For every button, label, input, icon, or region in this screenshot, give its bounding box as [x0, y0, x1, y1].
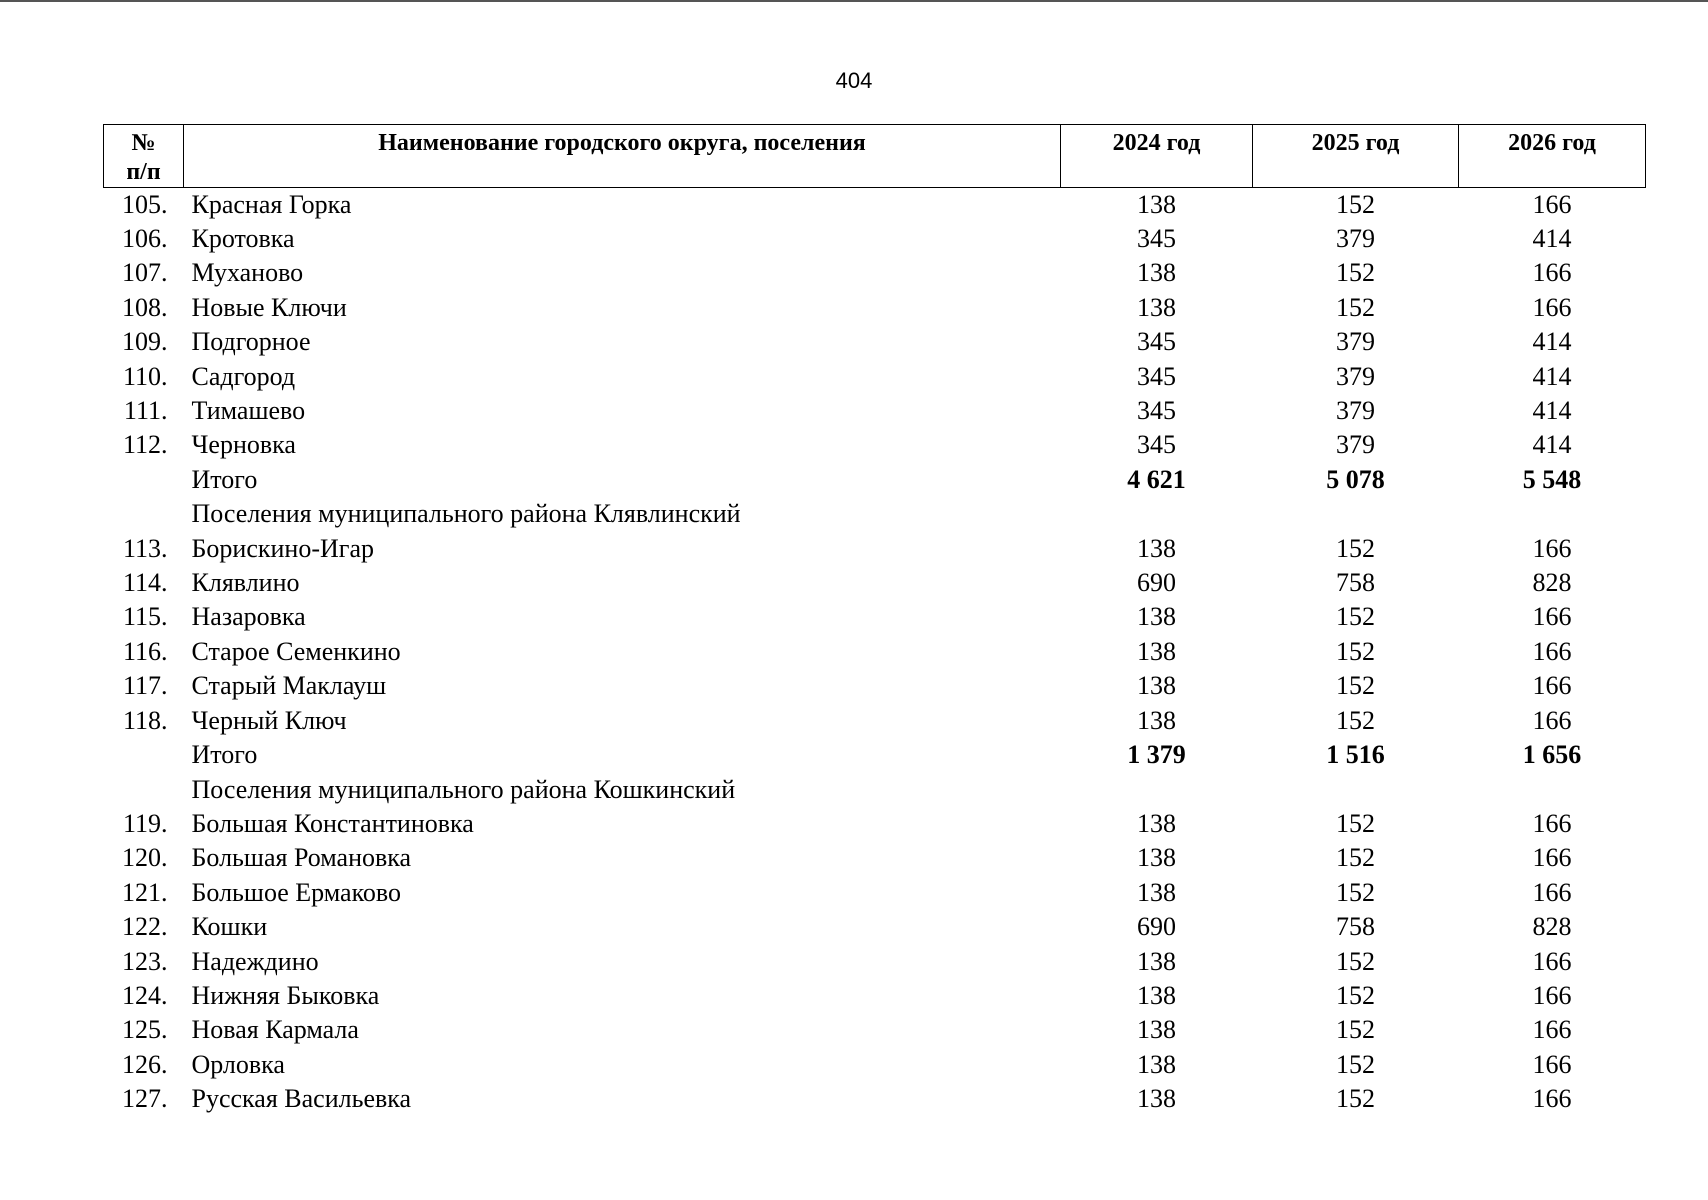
table-row	[104, 566, 1646, 600]
settlement-name: Новые Ключи	[191, 292, 347, 322]
value-2026: 166	[1532, 671, 1572, 701]
settlement-name: Большая Константиновка	[191, 808, 474, 838]
value-2025: 152	[1336, 1015, 1375, 1045]
value-2024: 138	[1137, 189, 1176, 219]
value-2026: 166	[1532, 877, 1572, 907]
table-row	[104, 704, 1646, 738]
value-2026: 166	[1532, 843, 1572, 873]
row-number: 121.	[122, 877, 168, 907]
row-number: 116.	[122, 636, 168, 666]
value-2026: 166	[1532, 533, 1572, 563]
value-2026	[1459, 497, 1646, 531]
value-2024: 345	[1137, 396, 1176, 426]
value-2026: 166	[1532, 980, 1572, 1010]
row-number: 118.	[122, 705, 168, 735]
settlement-name: Тимашево	[191, 396, 306, 426]
value-2024: 345	[1137, 361, 1176, 391]
value-2026: 414	[1532, 430, 1572, 460]
row-number	[104, 497, 184, 531]
value-2024: 138	[1137, 877, 1176, 907]
table-row	[104, 807, 1646, 841]
section-title: Поселения муниципального района Кошкинский	[191, 774, 736, 804]
value-2024	[1061, 497, 1253, 531]
table-row	[104, 291, 1646, 325]
table-row	[104, 841, 1646, 875]
value-2024: 690	[1137, 568, 1176, 598]
settlement-name: Черновка	[191, 430, 296, 460]
value-2024: 138	[1137, 1049, 1176, 1079]
value-2024: 4 621	[1127, 464, 1186, 494]
row-number: 108.	[122, 292, 168, 322]
value-2024: 138	[1137, 808, 1176, 838]
value-2024: 138	[1137, 1084, 1176, 1114]
settlement-name: Большое Ермаково	[191, 877, 402, 907]
total-label: Итого	[191, 464, 258, 494]
row-number: 107.	[122, 258, 168, 288]
settlement-name: Кошки	[191, 912, 268, 942]
settlement-name: Старый Маклауш	[191, 671, 387, 701]
value-2024: 138	[1137, 602, 1176, 632]
row-number: 126.	[122, 1049, 168, 1079]
value-2025: 379	[1336, 396, 1375, 426]
settlement-name: Старое Семенкино	[191, 636, 401, 666]
value-2024: 138	[1137, 636, 1176, 666]
value-2025: 152	[1336, 533, 1375, 563]
settlement-name: Орловка	[191, 1049, 285, 1079]
value-2026: 166	[1532, 636, 1572, 666]
value-2024: 345	[1137, 430, 1176, 460]
top-rule	[0, 0, 1708, 2]
value-2024: 138	[1137, 258, 1176, 288]
settlement-name: Надеждино	[191, 946, 319, 976]
row-number: 106.	[122, 224, 168, 253]
value-2026: 414	[1532, 327, 1572, 357]
table-row	[104, 360, 1646, 394]
value-2025: 152	[1336, 671, 1375, 701]
row-number: 117.	[122, 671, 168, 701]
settlement-name: Подгорное	[191, 327, 311, 357]
value-2024: 1 379	[1127, 740, 1186, 770]
value-2025: 379	[1336, 224, 1375, 253]
allocation-table	[103, 124, 1646, 1117]
row-number: 127.	[122, 1084, 168, 1114]
total-label: Итого	[191, 740, 258, 770]
settlement-name: Борискино-Игар	[191, 533, 374, 563]
value-2024: 345	[1137, 224, 1176, 253]
value-2026: 166	[1532, 705, 1572, 735]
value-2026: 166	[1532, 1015, 1572, 1045]
table-row	[104, 876, 1646, 910]
settlement-name: Русская Васильевка	[191, 1084, 412, 1114]
row-number: 120.	[122, 843, 168, 873]
value-2026: 166	[1532, 602, 1572, 632]
header-2026: 2026 год	[1459, 125, 1646, 188]
table-row	[104, 1048, 1646, 1082]
settlement-name: Нижняя Быковка	[191, 980, 380, 1010]
header-2025: 2025 год	[1253, 125, 1459, 188]
value-2024: 138	[1137, 292, 1176, 322]
row-number: 112.	[122, 430, 168, 460]
value-2024: 138	[1137, 671, 1176, 701]
settlement-name: Кротовка	[191, 224, 295, 253]
section-title: Поселения муниципального района Клявлинский	[191, 499, 741, 529]
value-2026: 414	[1532, 224, 1572, 253]
value-2026: 166	[1532, 292, 1572, 322]
value-2025: 758	[1336, 568, 1375, 598]
row-number: 105.	[122, 189, 168, 219]
value-2024: 138	[1137, 705, 1176, 735]
row-number	[104, 773, 184, 807]
table-row	[104, 532, 1646, 566]
value-2025: 758	[1336, 912, 1375, 942]
value-2025: 152	[1336, 877, 1375, 907]
table-row	[104, 910, 1646, 944]
row-number: 111.	[123, 396, 168, 426]
row-number: 122.	[122, 912, 168, 942]
value-2026: 166	[1532, 1084, 1572, 1114]
value-2025: 152	[1336, 189, 1375, 219]
value-2025: 379	[1336, 361, 1375, 391]
row-number: 110.	[122, 361, 168, 391]
value-2026: 166	[1532, 258, 1572, 288]
total-row	[104, 463, 1646, 497]
settlement-name: Клявлино	[191, 568, 300, 598]
value-2025: 379	[1336, 327, 1375, 357]
table-row	[104, 256, 1646, 290]
table-row	[104, 635, 1646, 669]
row-number	[104, 463, 184, 497]
value-2025: 152	[1336, 636, 1375, 666]
value-2026: 166	[1532, 1049, 1572, 1079]
value-2024: 138	[1137, 1015, 1176, 1045]
value-2025: 152	[1336, 1084, 1375, 1114]
settlement-name: Красная Горка	[191, 189, 352, 219]
value-2025: 152	[1336, 946, 1375, 976]
table-row	[104, 394, 1646, 428]
table-row	[104, 222, 1646, 256]
section-row	[104, 773, 1646, 807]
table-row	[104, 428, 1646, 462]
settlement-name: Муханово	[191, 258, 304, 288]
value-2025: 152	[1336, 808, 1375, 838]
value-2024	[1061, 773, 1253, 807]
table-body	[104, 187, 1646, 1116]
page-number: 404	[835, 68, 873, 93]
row-number: 113.	[122, 533, 168, 563]
row-number: 125.	[122, 1015, 168, 1045]
header-2024: 2024 год	[1061, 125, 1253, 188]
value-2024: 345	[1137, 327, 1176, 357]
settlement-name: Садгород	[191, 361, 296, 391]
row-number: 109.	[122, 327, 168, 357]
table-row	[104, 187, 1646, 222]
value-2026: 414	[1532, 396, 1572, 426]
row-number	[104, 738, 184, 772]
total-row	[104, 738, 1646, 772]
value-2025: 152	[1336, 843, 1375, 873]
value-2025: 152	[1336, 1049, 1375, 1079]
row-number: 114.	[122, 568, 168, 598]
value-2026: 166	[1532, 808, 1572, 838]
value-2026: 414	[1532, 361, 1572, 391]
section-row	[104, 497, 1646, 531]
value-2024: 690	[1137, 912, 1176, 942]
value-2026: 828	[1532, 912, 1572, 942]
table-row	[104, 1082, 1646, 1116]
table-row	[104, 325, 1646, 359]
value-2025	[1253, 773, 1459, 807]
settlement-name: Новая Кармала	[191, 1015, 359, 1045]
settlement-name: Большая Романовка	[191, 843, 412, 873]
value-2025: 152	[1336, 980, 1375, 1010]
row-number: 119.	[122, 808, 168, 838]
header-name: Наименование городского округа, поселения	[184, 125, 1061, 188]
settlement-name: Назаровка	[191, 602, 306, 632]
table-row	[104, 669, 1646, 703]
value-2024: 138	[1137, 533, 1176, 563]
value-2025: 5 078	[1326, 464, 1385, 494]
value-2025: 379	[1336, 430, 1375, 460]
table-row	[104, 1013, 1646, 1047]
value-2025	[1253, 497, 1459, 531]
value-2026	[1459, 773, 1646, 807]
value-2026: 166	[1532, 189, 1572, 219]
value-2024: 138	[1137, 843, 1176, 873]
row-number: 115.	[122, 602, 168, 632]
value-2025: 152	[1336, 292, 1375, 322]
value-2024: 138	[1137, 980, 1176, 1010]
header-number: № п/п	[104, 125, 184, 188]
table-row	[104, 600, 1646, 634]
table-row	[104, 979, 1646, 1013]
settlement-name: Черный Ключ	[191, 705, 347, 735]
value-2025: 152	[1336, 705, 1375, 735]
value-2026: 828	[1532, 568, 1572, 598]
row-number: 124.	[122, 980, 168, 1010]
value-2025: 152	[1336, 602, 1375, 632]
value-2026: 166	[1532, 946, 1572, 976]
table-row	[104, 945, 1646, 979]
row-number: 123.	[122, 946, 168, 976]
value-2025: 1 516	[1326, 740, 1385, 770]
value-2026: 5 548	[1522, 464, 1582, 494]
value-2025: 152	[1336, 258, 1375, 288]
value-2024: 138	[1137, 946, 1176, 976]
value-2026: 1 656	[1522, 740, 1582, 770]
table-header-row	[104, 125, 1646, 188]
